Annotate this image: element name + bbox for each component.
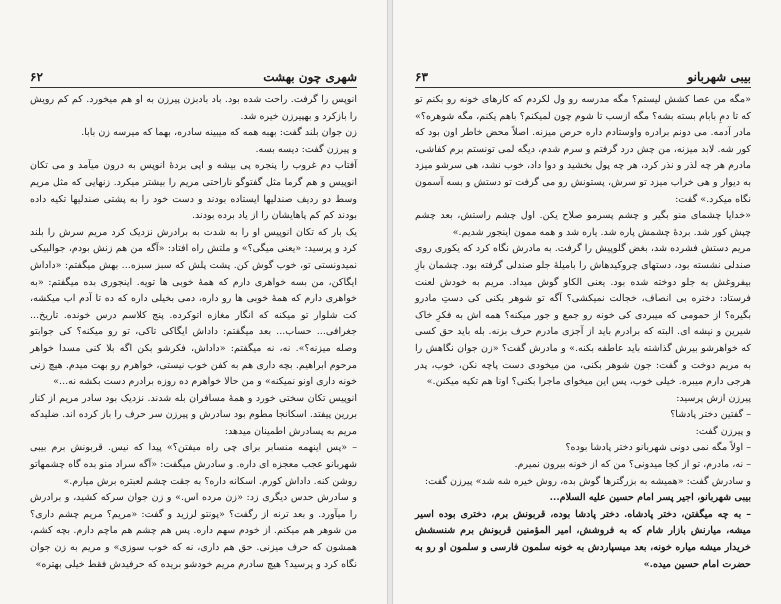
paragraph: مریم دستش فشرده شد، بغض گلوپیش را گرفت. به مادرش نگاه کرد که یکوری روی صندلی نشسته بود، دستهای چروکیدهاش را بامیلهٔ جلو صندلی گرفته بود. چشمان بازِ بیفروغش به جلو دوخته شده بود. یعنی الکاو گوش میداد. مریم به خودش لعنت فرستاد: دختره بی انصاف، خجالت نمیکشی؟ آگه تو شوهر بکنی کی دستِ مادرو بگیره؟ از حمومی که میبردی کی خونه رو جمع و جور میکنه؟ همه اش به فکرِ خاک شیرین و نیشه ای. البته که برادرم باید از آجزی مادرم حرف بزنه. بله باید حق کسی که خواهرشو بیرش گذاشته باید عاطفه بکنه.» و مادرش گفت؟ «زن جوان نگاهش را به مریم دوخت و گفت: جون شوهر بکنی، من میخودی دست پاچه نکن، خوب، پدر هرجی دارم میبره. خیلی خوب، پس این میخوای ماجرا بکنی؟ اونا هم تکیه میکنن.» [415,243,751,388]
paragraph: – به چه میگفتن، دختر پادشاه. دختر پادشا بوده، قربونش برم، دختری بوده اسیر میشه، میارنش بازار شام که به فروشش، امیر المؤمنین قربونش برم شنسشش خریدار میشه میاره خونه، بعد میسپاردش به خونه سلمون فارسی و سلمون او رو به حضرت امام حسین میده.» [415,508,751,570]
paragraph: – اولاً مگه نمی دونی شهربانو دختر پادشا بوده؟ [565,442,751,454]
paragraph: و سادرش گفت: «همیشه به بزرگترها گوش بده، روش خیره شه شد» پیرزن گفت: [424,475,751,487]
paragraph: آفتاب دم غروب را پنجره پی بیشه و اپی بردهٔ انوپس به درون میآمد و می تکان انوپیس و هم گرما مثل گفتوگو ناراحتی مریم را بیشتر میکرد. زنهایی که مثل مریم وسط دو ردیف صندلیها ایستاده بودند و دست خود را به پشتی صندلیها تکیه داده بودند کم کم پاهایشان را از یاد برده بودند. [30,160,357,222]
left-header-rule [30,87,357,88]
right-page-number: ۶۳ [415,70,428,84]
left-page-body [30,92,357,573]
paragraph: بیبی شهربانو، اجیر پسر امام حسین علیه السلام... [549,492,751,504]
right-page [392,0,781,604]
left-page [0,0,388,604]
paragraph: انوپس را گرفت. راحت شده بود. باد بادبزن پیرزن به او هم میخورد. کم کم رویش را بازکرد و بهپیرزن خیره شد. [30,94,357,122]
paragraph: یک بار که تکان انوپیس او را به شدت به برادرش نزدیک کرد مریم سرش را بلند کرد و پرسید: «یعنی میگی؟» و ملتش راه افتاد: «آگه من هم زنش بودم، جوالبیکی نمیدونستی تو، خوب گوش کن. پشت پلش که سبز سبزه... بهش میگفتم: «داداش ایگاکن، من بسه خواهری دارم که همهٔ خوبی ها تویه. اینجوری بده میگفتم: «به خواهری دارم که همهٔ خوبی ها رو داره، دمی بخیلی داره که ده تا آدم اب میکشه، کت شلوار تو میکنه که انگار مغازه اتوکرده. پنج کلاسم درس خونده. تاریخ... جغرافی... حساب... بعد میگفتم: داداش ایگاکی تاکی، تو رو میکنه؟ کی جوابتو وصله میزنه؟». نه، نه میگفتم: «داداش، فکرشو بکن اگه بلا کنی مسدا خواهر مرحوم ابراهیم. بچه داری هم به کفن خوب نیستی، خواهرم رو بهت میدم. هیچ زنی خونه داری اونو نمیکنه» و من حالا خواهرم ده روزه برادرم دست بکشه نه...» [30,226,357,388]
paragraph: – نه، مادرم، تو از کجا میدونی؟ من که از خونه بیرون نمیرم. [514,459,751,471]
paragraph: و سادرش حدس دیگری زد: «زن مرده اس.» و زن جوان سرکه کشید، و برادرش را میآورد. و بعد ترنه از رگفت؟ «پونتو لرزید و گفت: «مریم؟ مریم چشم داری؟ من شوهر هم میکنم. از خودم سهم داره. پس هم چشم هم ماچم دارم. بچه کشم، همشون که حرف میزنی. حق هم داری، نه که خوب سوزی» و مریم به زن جوان نگاه کرد و پرسید؟ هیچ سادرم مریم خودشو بریده که حرفیدش فقط خیلی بهتره» [30,492,357,570]
right-page-header [415,64,751,84]
right-header-rule [415,87,751,88]
paragraph: زن جوان بلند گفت: بهبه همه که میبینه سادره، بهما که میرسه زن بابا. [81,127,357,139]
paragraph: و پیرزن گفت: [695,425,751,437]
paragraph: انوپیس تکان سختی خورد و همهٔ مسافران بله شدند. نزدیک بود سادر مریم از کنار بررین پیفتد. اسکانجا مطوم بود سادرش و پیرزن سر حرف را باز کرده اند. ضلیدکه مریم به پسادرش اطمینان میدهد: [30,392,357,437]
paragraph: – «پس اینهمه منسابر برای چی راه میفتن؟» پیدا که نیس. قربونش برم بیبی شهربانو عجب معجزه ای داره. و سادرش میگفت: «آگه سراد منو بده گاه چشمهاتو روشن کنه. داداش کورم. اسکانه داره؟ به جقت چشم لعبتره برش میارم.» [30,442,357,487]
left-page-number: ۶۲ [30,70,43,84]
paragraph: – گفتین دختر پادشا؟ [670,409,751,421]
right-page-body [415,92,751,573]
left-running-title: شهری چون بهشت [263,70,357,84]
paragraph: و پیرزن گفت: دیسه بسه. [255,143,357,155]
paragraph: پیرزن ازش پرسید: [676,392,751,404]
paragraph: «خدایا چشمای منو بگیر و چشم پسرمو صلاح یکن. اول چشم راستش، بعد چشم چپش کور شد. بردهٔ چشمش پاره شد. یاره شد و همه ممون اینجور شدیم.» [415,210,751,238]
left-page-header [30,64,357,84]
paragraph: «مگه من عصا کشش لیستم؟ مگه مدرسه رو ول لکردم که کارهای خونه رو بکنم تو که تا دمِ بابام بسته بشه؟ مگه ازسب تا شوم چون لمیکنم؟ باهم یکنم، مگه شوهره؟» مادر آدمه. می دونم برادره واوستادم داره حرص میزنه. اصلاً محض خاطر اون بود که کور شه. لابد میزنه، من چش درد گرفتم و سرم شدم، دیگه لمی تونستم برم کفاشی، مادرم هر چه لذر و نذر کرد، هر چه پول بخشید و دوا داد، خوب نشد، هی سرشو میزد به دیوار و هی خراب میزد تو سرش، پستونش رو می گرفت تو دستش و بسه آسمون نگاه میکرد.» گفت: [415,94,751,205]
right-running-title: بیبی شهربانو [687,70,751,84]
